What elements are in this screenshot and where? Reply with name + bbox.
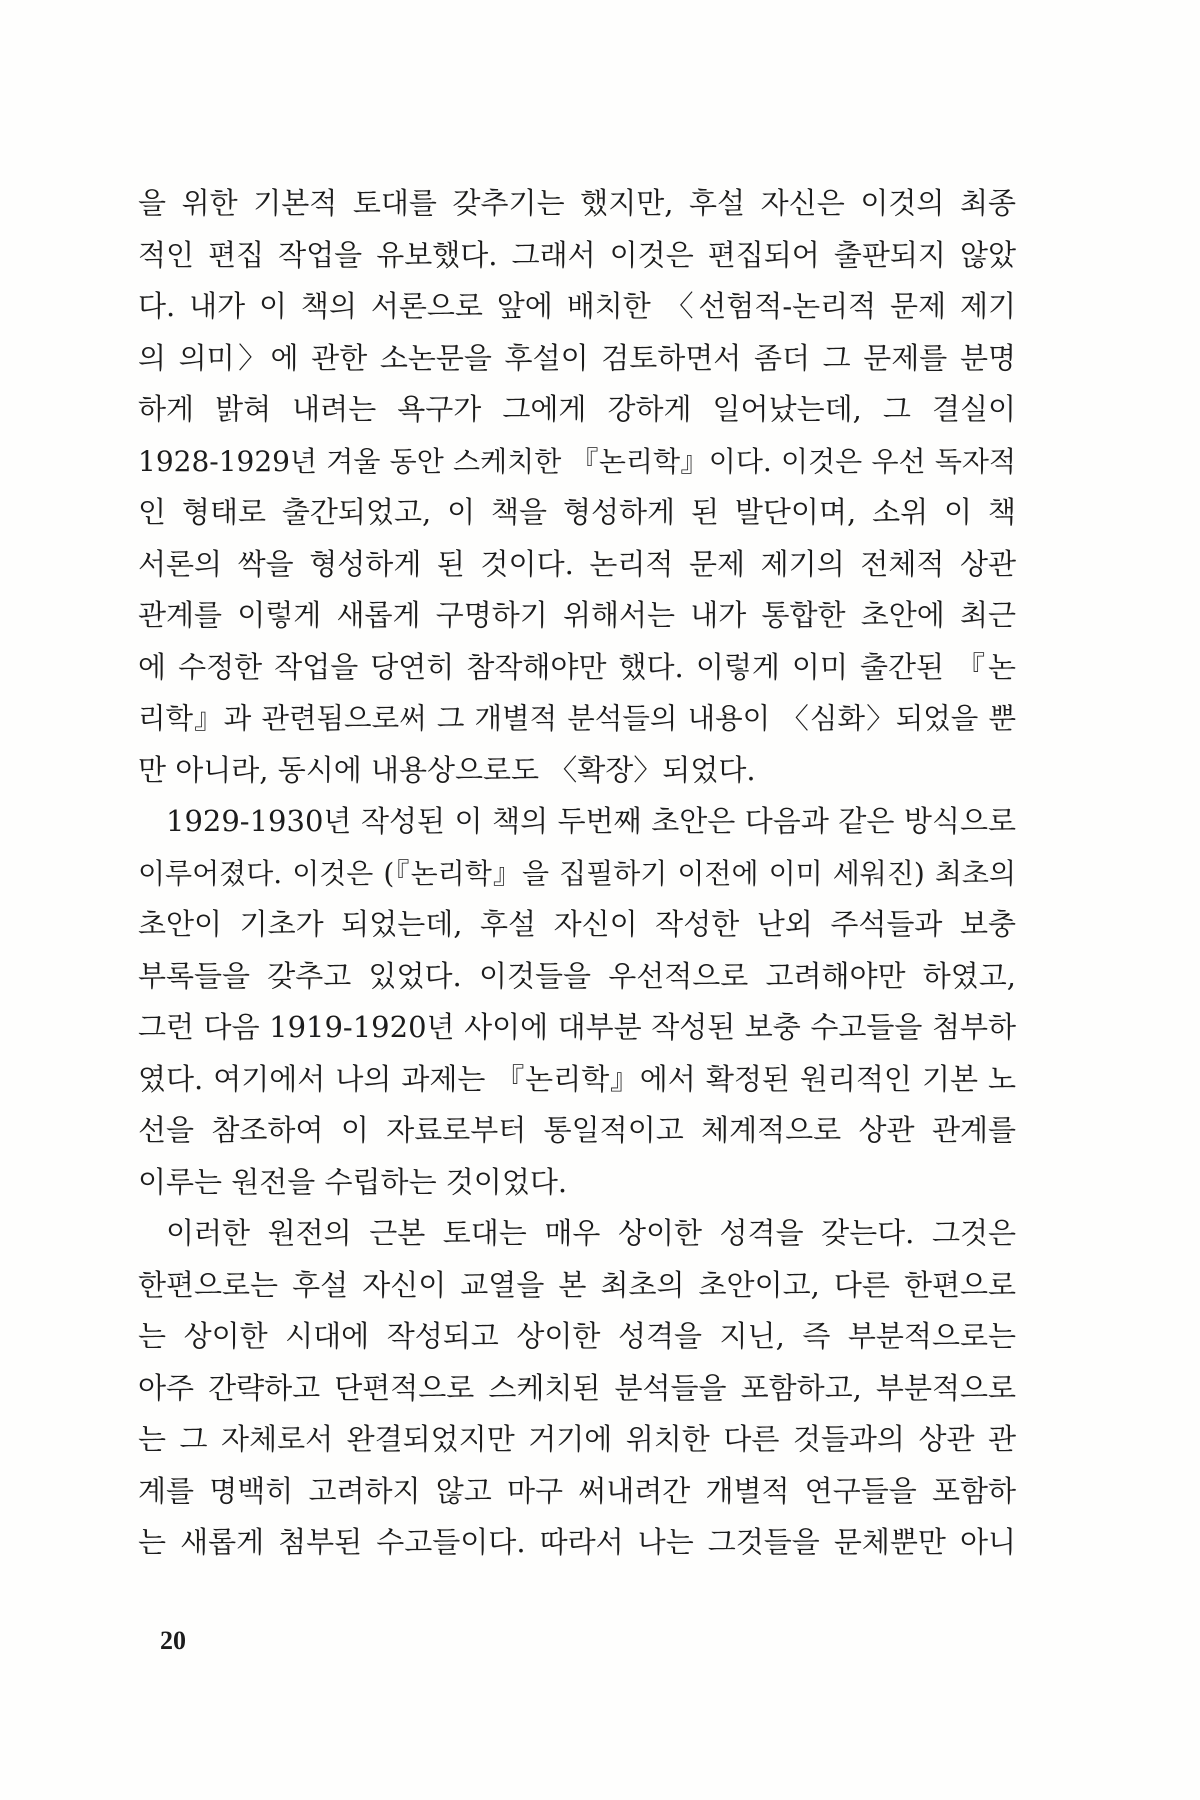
text-line: 1928-1929년 겨울 동안 스케치한 『논리학』이다. 이것은 우선 독자적 <box>138 444 1016 478</box>
text-line: 는 그 자체로서 완결되었지만 거기에 위치한 다른 것들과의 상관 관 <box>138 1422 1016 1456</box>
text-line: 는 새롭게 첨부된 수고들이다. 따라서 나는 그것들을 문체뿐만 아니 <box>138 1525 1016 1559</box>
text-line: 서론의 싹을 형성하게 된 것이다. 논리적 문제 제기의 전체적 상관 <box>138 546 1016 581</box>
text-line: 였다. 여기에서 나의 과제는 『논리학』에서 확정된 원리적인 기본 노 <box>138 1061 1016 1096</box>
text-line: 이러한 원전의 근본 토대는 매우 상이한 성격을 갖는다. 그것은 <box>166 1216 1016 1250</box>
text-line: 만 아니라, 동시에 내용상으로도 〈확장〉되었다. <box>138 752 756 787</box>
text-line: 의 의미〉에 관한 소논문을 후설이 검토하면서 좀더 그 문제를 분명 <box>138 340 1016 375</box>
text-line: 을 위한 기본적 토대를 갖추기는 했지만, 후설 자신은 이것의 최종 <box>138 186 1016 220</box>
paragraph <box>138 178 1016 796</box>
text-line: 선을 참조하여 이 자료로부터 통일적이고 체계적으로 상관 관계를 <box>138 1113 1016 1147</box>
text-line: 1929-1930년 작성된 이 책의 두번째 초안은 다음과 같은 방식으로 <box>166 804 1016 838</box>
text-line: 에 수정한 작업을 당연히 참작해야만 했다. 이렇게 이미 출간된 『논 <box>138 649 1016 684</box>
text-line: 하게 밝혀 내려는 욕구가 그에게 강하게 일어났는데, 그 결실이 <box>138 392 1016 426</box>
text-line: 이루는 원전을 수립하는 것이었다. <box>138 1164 568 1199</box>
text-line: 그런 다음 1919-1920년 사이에 대부분 작성된 보충 수고들을 첨부하 <box>138 1010 1016 1044</box>
body-text <box>138 178 1016 1569</box>
text-line: 부록들을 갖추고 있었다. 이것들을 우선적으로 고려해야만 하였고, <box>138 958 1016 993</box>
text-line: 계를 명백히 고려하지 않고 마구 써내려간 개별적 연구들을 포함하 <box>138 1473 1016 1508</box>
paragraph <box>138 796 1016 1208</box>
page-number: 20 <box>160 1626 186 1655</box>
text-line: 적인 편집 작업을 유보했다. 그래서 이것은 편집되어 출판되지 않았 <box>138 237 1016 272</box>
text-line: 이루어졌다. 이것은 (『논리학』을 집필하기 이전에 이미 세워진) 최초의 <box>138 856 1016 890</box>
text-line: 아주 간략하고 단편적으로 스케치된 분석들을 포함하고, 부분적으로 <box>138 1370 1016 1405</box>
text-line: 초안이 기초가 되었는데, 후설 자신이 작성한 난외 주석들과 보충 <box>138 907 1016 941</box>
text-line: 는 상이한 시대에 작성되고 상이한 성격을 지닌, 즉 부분적으로는 <box>138 1319 1016 1353</box>
text-line: 한편으로는 후설 자신이 교열을 본 최초의 초안이고, 다른 한편으로 <box>138 1267 1016 1302</box>
text-line: 리학』과 관련됨으로써 그 개별적 분석들의 내용이 〈심화〉되었을 뿐 <box>138 702 1016 735</box>
text-line: 관계를 이렇게 새롭게 구명하기 위해서는 내가 통합한 초안에 최근 <box>138 598 1016 632</box>
paragraph <box>138 1208 1016 1569</box>
text-line: 다. 내가 이 책의 서론으로 앞에 배치한 〈선험적-논리적 문제 제기 <box>138 289 1016 323</box>
text-line: 인 형태로 출간되었고, 이 책을 형성하게 된 발단이며, 소위 이 책 <box>138 495 1016 529</box>
